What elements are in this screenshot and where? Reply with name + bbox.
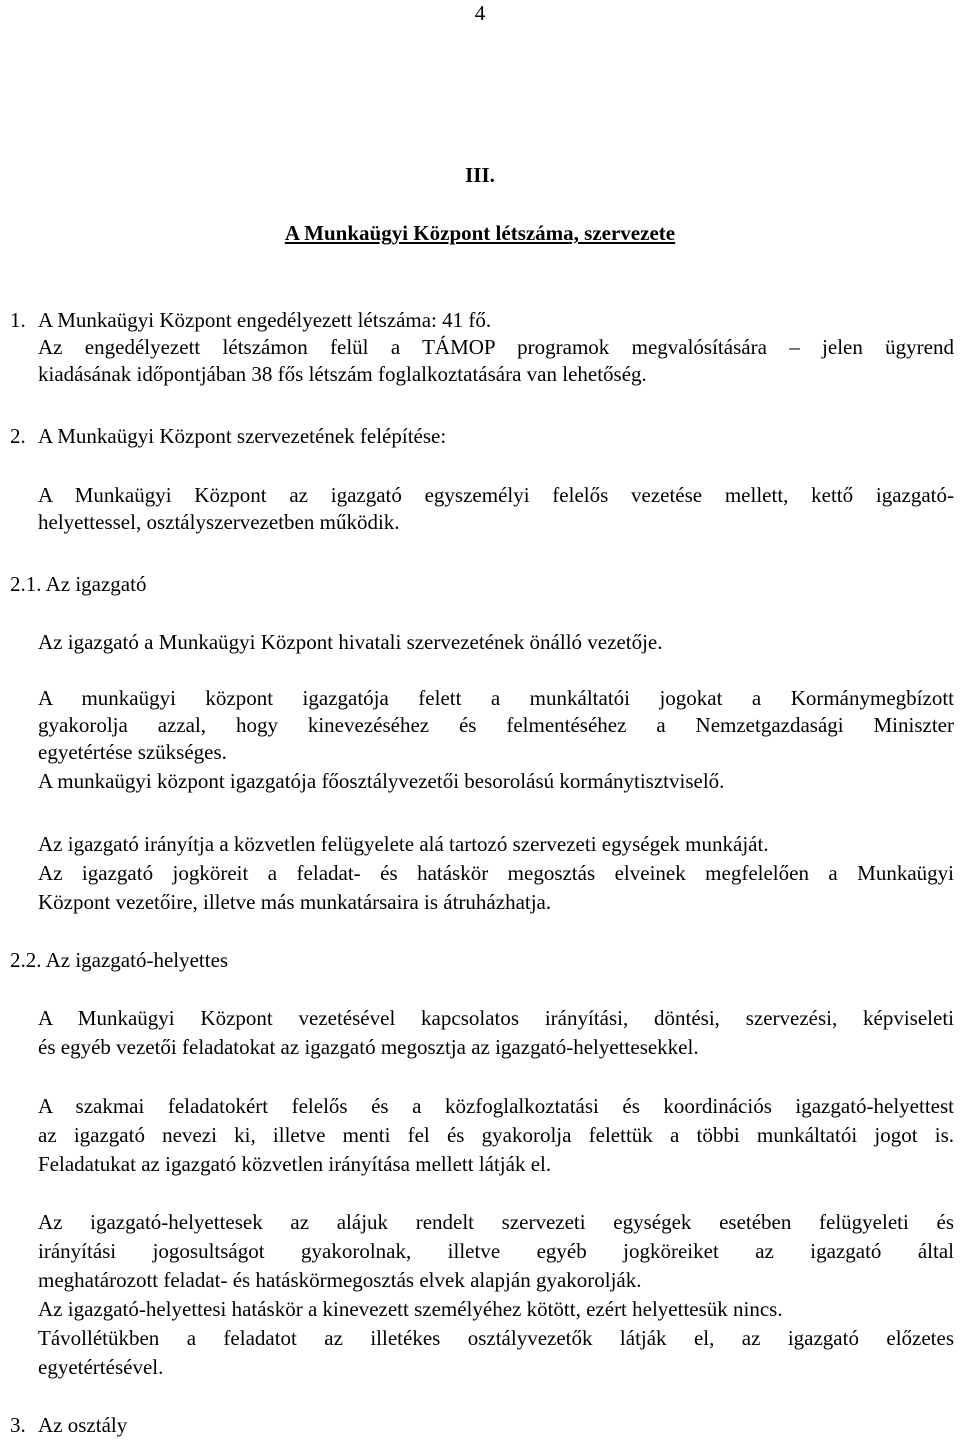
section-1-number: 1. — [10, 308, 26, 332]
paragraph-line: A Munkaügyi Központ vezetésével kapcsolatos irányítási, döntési, szervezési, képviseleti — [38, 1006, 954, 1030]
paragraph-line: Az igazgató-helyettesek az alájuk rendelt szervezeti egységek esetében felügyeleti és — [38, 1210, 954, 1234]
section-2-heading: A Munkaügyi Központ szervezetének felépítése: — [38, 424, 447, 448]
paragraph-line: Az igazgató a Munkaügyi Központ hivatali szervezetének önálló vezetője. — [38, 630, 663, 654]
paragraph-line: Az igazgató-helyettesi hatáskör a kinevezett személyéhez kötött, ezért helyettesük nincs. — [38, 1297, 783, 1321]
paragraph-line: egyetértése szükséges. — [38, 740, 227, 764]
section-2-2-heading: 2.2. Az igazgató-helyettes — [10, 948, 229, 972]
section-2-line: A Munkaügyi Központ az igazgató egyszemélyi felelős vezetése mellett, kettő igazgató- — [38, 483, 954, 507]
section-1-line: Az engedélyezett létszámon felül a TÁMOP programok megvalósítására – jelen ügyrend — [38, 335, 954, 359]
section-2-number: 2. — [10, 424, 26, 448]
section-2-1-heading: 2.1. Az igazgató — [10, 572, 147, 596]
paragraph-line: egyetértésével. — [38, 1355, 164, 1379]
section-2-line: helyettessel, osztályszervezetben működik. — [38, 510, 400, 534]
paragraph-line: gyakorolja azzal, hogy kinevezéséhez és felmentéséhez a Nemzetgazdasági Miniszter — [38, 713, 954, 737]
section-3-number: 3. — [10, 1413, 26, 1437]
section-3-heading: Az osztály — [38, 1413, 128, 1437]
chapter-number: III. — [465, 163, 495, 187]
paragraph-line: A szakmai feladatokért felelős és a közfoglalkoztatási és koordinációs igazgató-helyettest — [38, 1094, 954, 1118]
paragraph-line: Feladatukat az igazgató közvetlen irányítása mellett látják el. — [38, 1152, 552, 1176]
paragraph-line: Az igazgató jogköreit a feladat- és hatáskör megosztás elveinek megfelelően a Munkaügyi — [38, 861, 954, 885]
paragraph-line: A munkaügyi központ igazgatója felett a munkáltatói jogokat a Kormánymegbízott — [38, 686, 954, 710]
paragraph-line: és egyéb vezetői feladatokat az igazgató megosztja az igazgató-helyettesekkel. — [38, 1035, 699, 1059]
paragraph-line: az igazgató nevezi ki, illetve menti fel és gyakorolja felettük a többi munkáltatói jogot is. — [38, 1123, 954, 1147]
page-number: 4 — [474, 1, 486, 25]
chapter-title: A Munkaügyi Központ létszáma, szervezete — [284, 221, 676, 245]
section-1-line: kiadásának időpontjában 38 fős létszám foglalkoztatására van lehetőség. — [38, 362, 647, 386]
paragraph-line: A munkaügyi központ igazgatója főosztályvezetői besorolású kormánytisztviselő. — [38, 769, 725, 793]
paragraph-line: Központ vezetőire, illetve más munkatársaira is átruházhatja. — [38, 890, 552, 914]
paragraph-line: Távollétükben a feladatot az illetékes osztályvezetők látják el, az igazgató előzetes — [38, 1326, 954, 1350]
paragraph-line: meghatározott feladat- és hatáskörmegosztás elvek alapján gyakorolják. — [38, 1268, 642, 1292]
paragraph-line: irányítási jogosultságot gyakorolnak, illetve egyéb jogköreiket az igazgató által — [38, 1239, 954, 1263]
paragraph-line: Az igazgató irányítja a közvetlen felügyelete alá tartozó szervezeti egységek munkáját. — [38, 832, 769, 856]
section-1-line: A Munkaügyi Központ engedélyezett létszáma: 41 fő. — [38, 308, 492, 332]
